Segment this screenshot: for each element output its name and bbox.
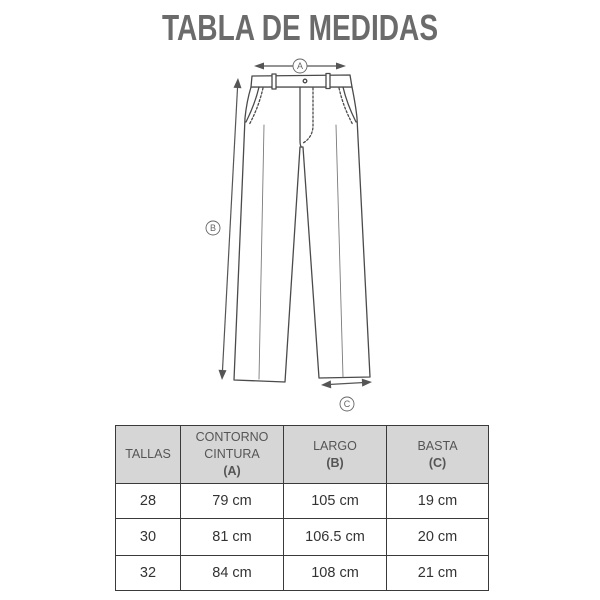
header-waist <box>181 426 284 484</box>
arrow-a-head-right <box>336 63 346 70</box>
arrow-c-head-right <box>362 379 372 387</box>
table-header-row <box>116 426 489 484</box>
header-size-label: TALLAS <box>125 447 171 461</box>
table-row <box>116 519 489 556</box>
header-hem <box>387 426 489 484</box>
pants-outline <box>234 87 370 382</box>
cell-size: 32 <box>116 556 181 591</box>
page-title-text: TABLA DE MEDIDAS <box>161 7 439 48</box>
cell-size: 30 <box>116 519 181 556</box>
header-waist-key: (A) <box>223 464 241 478</box>
cell-size: 28 <box>116 484 181 519</box>
arrow-b-head-bottom <box>219 370 227 380</box>
measure-arrow-a <box>254 59 346 73</box>
belt-loop-right <box>326 74 330 89</box>
table-row <box>116 484 489 519</box>
header-length <box>284 426 387 484</box>
cell-length: 105 cm <box>284 484 387 519</box>
cell-waist: 84 cm <box>181 556 284 591</box>
belt-loop-left <box>272 74 276 89</box>
header-size <box>116 426 181 484</box>
cell-waist: 79 cm <box>181 484 284 519</box>
arrow-c-line <box>331 383 362 385</box>
measure-arrow-c <box>321 379 372 411</box>
header-length-key: (B) <box>326 455 344 470</box>
label-c-text: C <box>343 399 351 410</box>
cell-length: 106.5 cm <box>284 519 387 556</box>
label-b-text: B <box>209 223 217 234</box>
header-waist-label: CONTORNO CINTURA <box>195 430 269 461</box>
cell-waist: 81 cm <box>181 519 284 556</box>
label-a-text: A <box>296 61 304 72</box>
cell-hem: 21 cm <box>387 556 489 591</box>
size-table <box>115 425 489 591</box>
button <box>303 79 307 83</box>
header-hem-key: (C) <box>428 455 447 470</box>
cell-hem: 19 cm <box>387 484 489 519</box>
arrow-c-head-left <box>321 380 331 388</box>
table-row <box>116 556 489 591</box>
pants-drawing <box>234 74 370 383</box>
arrow-b-line <box>223 88 238 370</box>
header-hem-label: BASTA <box>417 438 458 453</box>
cell-length: 108 cm <box>284 556 387 591</box>
waistband <box>251 75 352 87</box>
arrow-a-head-left <box>254 63 264 70</box>
header-length-label: LARGO <box>313 438 357 453</box>
arrow-b-head-top <box>234 78 242 88</box>
cell-hem: 20 cm <box>387 519 489 556</box>
